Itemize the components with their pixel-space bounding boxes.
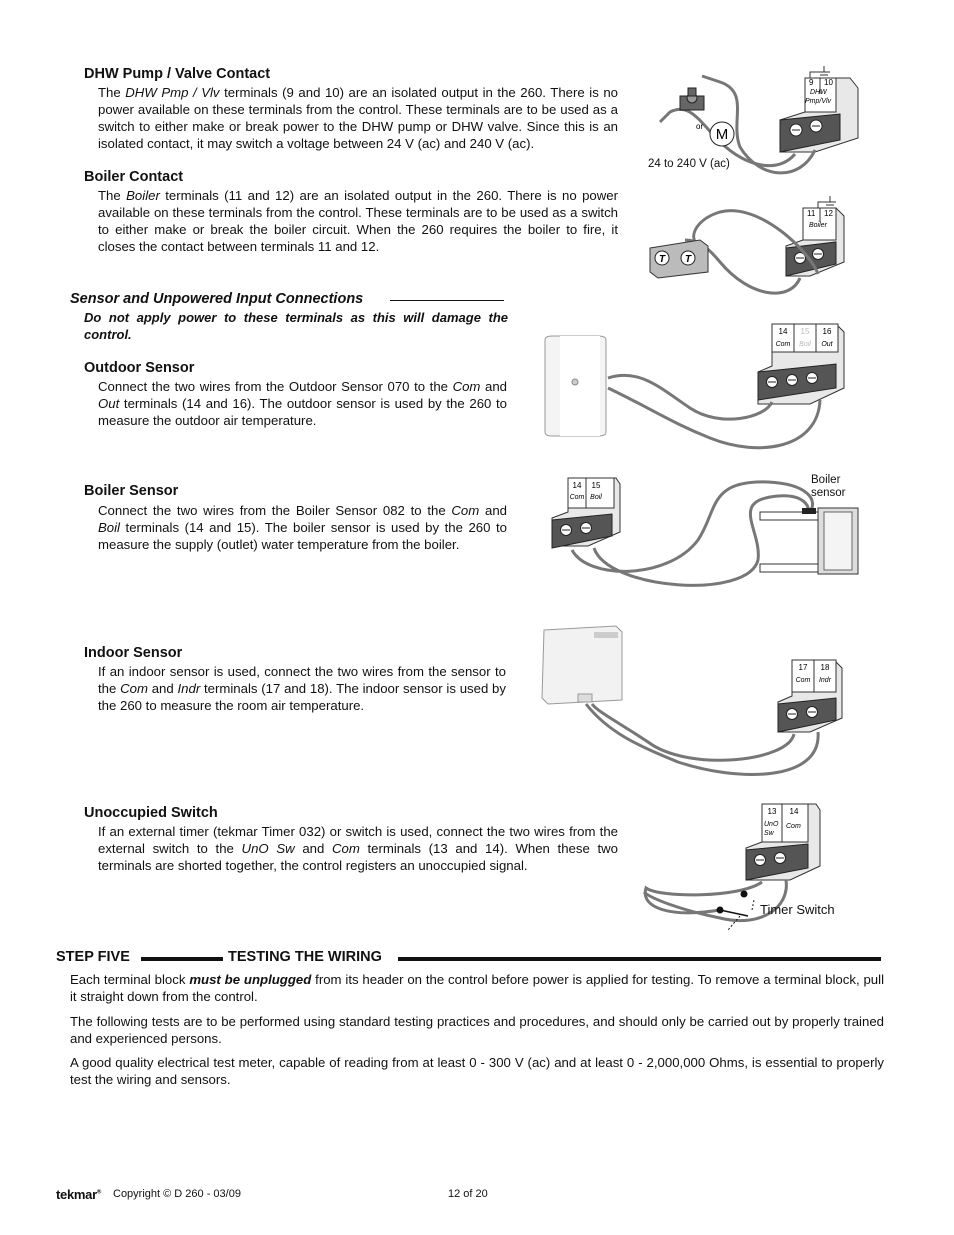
outdoor-text-3: terminals (14 and 16). The outdoor sensor is used by the 260 to measure the outdoor air temperature. bbox=[98, 396, 507, 428]
step-paragraph-1 bbox=[70, 971, 884, 1005]
footer-copyright: Copyright © D 260 - 03/09 bbox=[113, 1188, 241, 1200]
timer-switch-label: Timer Switch bbox=[760, 902, 835, 917]
boiler-sensor-paragraph bbox=[98, 502, 507, 553]
indoor-text-em-2: Indr bbox=[177, 681, 201, 696]
terminal-15: 15 bbox=[800, 327, 810, 336]
step-p1-em: must be unplugged bbox=[189, 972, 312, 987]
brand-text: tekmar bbox=[56, 1187, 97, 1202]
boiler-sensor-label-1: Boiler bbox=[811, 474, 841, 486]
footer-page-number: 12 of 20 bbox=[448, 1188, 488, 1200]
indoor-text-em-1: Com bbox=[120, 681, 148, 696]
boiler-contact-figure bbox=[640, 192, 870, 302]
dhw-wiring-figure bbox=[640, 62, 870, 192]
step-label-bar bbox=[141, 957, 223, 961]
terminal-dhw-label: DHW bbox=[810, 89, 827, 96]
boiler-sensor-text-em-1: Com bbox=[451, 503, 480, 518]
terminal-pmpvlv-label: Pmp/Vlv bbox=[805, 98, 832, 105]
outdoor-sensor-heading: Outdoor Sensor bbox=[84, 360, 195, 376]
boiler-contact-text-2: terminals (11 and 12) are an isolated output in the 260. There is no power available on these terminals from the control. These terminals are to be used as a switch to either make or break the boiler circuit. When the 260 requires the boiler to fire, it closes the contact between terminals 11 and 12. bbox=[98, 188, 619, 254]
step-label: STEP FIVE bbox=[56, 949, 130, 965]
unocc-terminal-14: 14 bbox=[789, 807, 799, 816]
footer-brand-logo: tekmar® bbox=[56, 1187, 101, 1202]
outdoor-text-em-2: Out bbox=[98, 396, 120, 411]
indoor-terminal-com-label: Com bbox=[795, 677, 811, 684]
thermostat-t1-icon: T bbox=[658, 254, 666, 265]
terminal-18: 18 bbox=[820, 663, 830, 672]
boil-terminal-com-label: Com bbox=[569, 494, 585, 501]
boiler-sensor-text-3: terminals (14 and 15). The boiler sensor is used by the 260 to measure the supply (outlet) water temperature from the boiler. bbox=[98, 520, 507, 552]
dhw-paragraph bbox=[98, 84, 618, 152]
terminal-9: 9 bbox=[809, 78, 814, 87]
dhw-text-2: terminals (9 and 10) are an isolated output in the 260. There is no power available on these terminals from the control. These terminals are to be used as a switch to either make or break power to the DHW pump or DHW valve. Since this is an isolated contact, it may switch a voltage between 24 V (ac) and 240 V (ac). bbox=[98, 85, 618, 151]
sensor-section-heading: Sensor and Unpowered Input Connections bbox=[70, 291, 364, 307]
indoor-text-1: If an indoor sensor is used, connect the two wires from the sensor to the bbox=[98, 664, 506, 696]
outdoor-text-2: and bbox=[480, 379, 508, 394]
outdoor-sensor-figure bbox=[540, 318, 870, 458]
terminal-sw-label: Sw bbox=[764, 830, 774, 837]
step-p1-text-1: Each terminal block bbox=[70, 972, 190, 987]
sensor-heading-rule bbox=[390, 300, 504, 301]
boiler-contact-text-1: The bbox=[98, 188, 127, 203]
voltage-label: 24 to 240 V (ac) bbox=[648, 158, 730, 170]
boiler-contact-heading: Boiler Contact bbox=[84, 169, 184, 185]
terminal-boil-label: Boil bbox=[799, 341, 811, 348]
unoccupied-switch-heading: Unoccupied Switch bbox=[84, 805, 218, 821]
boiler-sensor-heading: Boiler Sensor bbox=[84, 483, 179, 499]
unoccupied-text-2: and bbox=[294, 841, 332, 856]
terminal-13: 13 bbox=[767, 807, 777, 816]
terminal-boiler-label: Boiler bbox=[809, 222, 827, 229]
step-title: TESTING THE WIRING bbox=[228, 949, 382, 965]
step-title-bar bbox=[398, 957, 881, 961]
step-p1-text-2: from its header on the control before power is applied for testing. To remove a terminal block, pull it straight down from the control. bbox=[70, 972, 884, 1004]
terminal-out-label: Out bbox=[821, 341, 833, 348]
outdoor-sensor-paragraph bbox=[98, 378, 507, 429]
outdoor-text-1: Connect the two wires from the Outdoor Sensor 070 to the bbox=[98, 379, 453, 394]
boil-terminal-14: 14 bbox=[572, 481, 582, 490]
indoor-sensor-paragraph bbox=[98, 663, 506, 714]
boiler-contact-text-em: Boiler bbox=[126, 188, 160, 203]
indoor-sensor-heading: Indoor Sensor bbox=[84, 645, 183, 661]
indoor-sensor-figure bbox=[538, 622, 868, 782]
boil-terminal-boil-label: Boil bbox=[590, 494, 602, 501]
boiler-sensor-text-1: Connect the two wires from the Boiler Sensor 082 to the bbox=[98, 503, 452, 518]
terminal-14: 14 bbox=[778, 327, 788, 336]
dhw-text-em: DHW Pmp / Vlv bbox=[125, 85, 220, 100]
unoccupied-text-em-1: UnO Sw bbox=[241, 841, 295, 856]
outdoor-text-em-1: Com bbox=[452, 379, 481, 394]
step-paragraph-2: The following tests are to be performed using standard testing practices and procedures, and should only be carried out by properly trained and experienced persons. bbox=[70, 1014, 884, 1046]
boiler-sensor-text-2: and bbox=[479, 503, 507, 518]
boil-terminal-15: 15 bbox=[591, 481, 601, 490]
sensor-warning: Do not apply power to these terminals as this will damage the control. bbox=[84, 310, 508, 342]
unocc-terminal-com-label: Com bbox=[786, 823, 801, 830]
dhw-or-label: or bbox=[696, 122, 704, 131]
step-paragraph-3: A good quality electrical test meter, capable of reading from at least 0 - 300 V (ac) and at least 0 - 2,000,000 Ohms, is essential to properly test the wiring and sensors. bbox=[70, 1055, 884, 1087]
motor-symbol: M bbox=[715, 126, 729, 143]
unoccupied-switch-paragraph bbox=[98, 823, 618, 874]
terminal-11: 11 bbox=[807, 209, 816, 218]
terminal-com-label: Com bbox=[775, 341, 791, 348]
boiler-sensor-label-2: sensor bbox=[811, 487, 846, 499]
unoccupied-text-1: If an external timer (tekmar Timer 032) or switch is used, connect the two wires from the external switch to the bbox=[98, 824, 618, 856]
unoccupied-text-em-2: Com bbox=[332, 841, 360, 856]
indoor-terminal-indr-label: Indr bbox=[818, 677, 832, 684]
boiler-sensor-text-em-2: Boil bbox=[98, 520, 120, 535]
dhw-heading: DHW Pump / Valve Contact bbox=[84, 66, 271, 82]
boiler-contact-paragraph bbox=[98, 187, 618, 255]
terminal-17: 17 bbox=[798, 663, 808, 672]
thermostat-t2-icon: T bbox=[684, 254, 692, 265]
indoor-text-3: terminals (17 and 18). The indoor sensor is used by the 260 to measure the room air temperature. bbox=[98, 681, 506, 713]
terminal-16: 16 bbox=[822, 327, 832, 336]
terminal-12: 12 bbox=[824, 209, 833, 218]
unoccupied-switch-figure bbox=[640, 798, 860, 938]
indoor-text-2: and bbox=[147, 681, 178, 696]
unoccupied-text-3: terminals (13 and 14). When these two terminals are shorted together, the control registers an unoccupied signal. bbox=[98, 841, 618, 873]
terminal-uno-label: UnO bbox=[764, 821, 779, 828]
dhw-text-1: The bbox=[98, 85, 126, 100]
terminal-10: 10 bbox=[824, 78, 833, 87]
